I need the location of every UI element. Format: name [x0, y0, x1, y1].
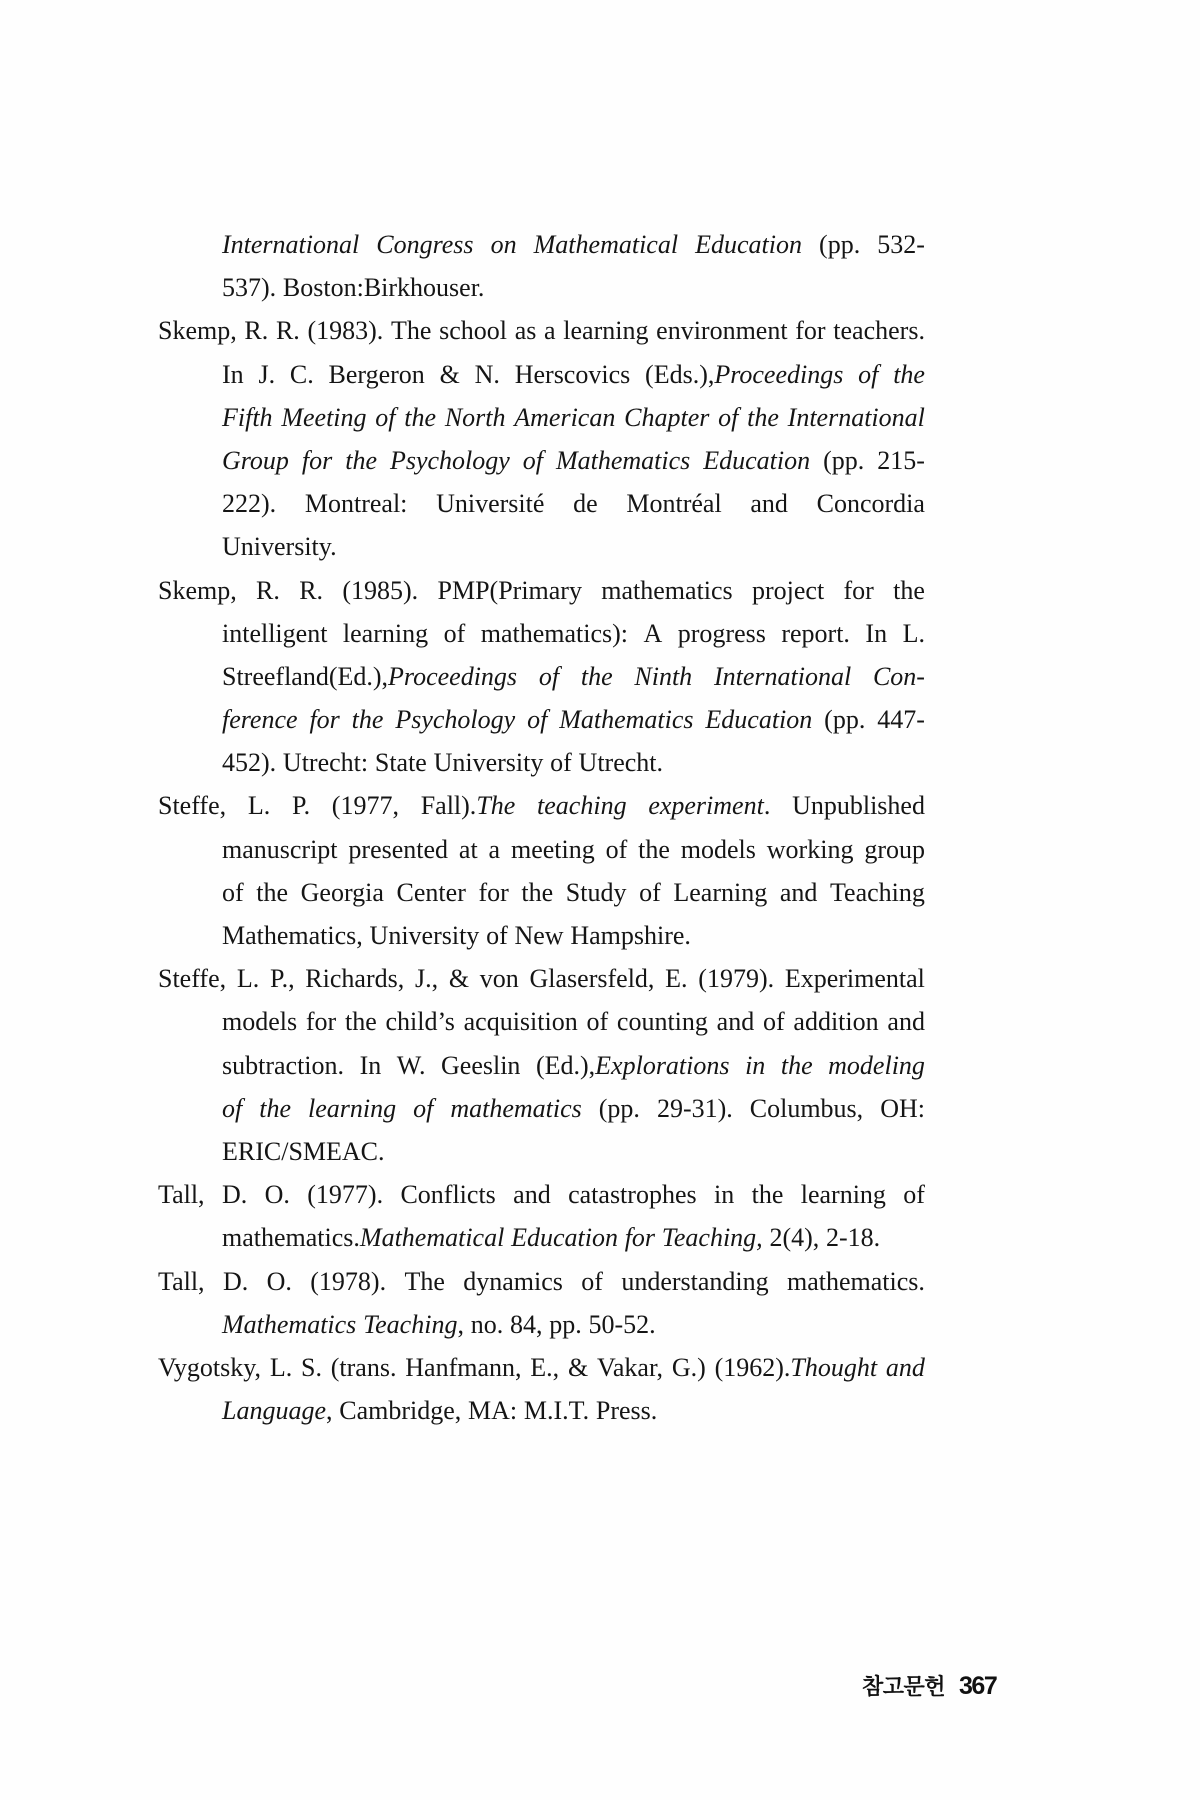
italic-text: Explorations — [595, 1050, 730, 1080]
text-group — [421, 784, 516, 827]
text: L. — [269, 1352, 293, 1382]
italic-text: the — [404, 402, 437, 432]
text: (pp. — [819, 230, 861, 259]
italic-text: International — [787, 402, 925, 432]
text: of — [605, 834, 628, 864]
reference-continuation-line — [158, 525, 925, 568]
italic-text: of — [538, 661, 560, 691]
reference-first-line — [158, 784, 925, 827]
text: A — [643, 618, 663, 648]
text: 50-52. — [588, 1309, 656, 1339]
text: and — [716, 1007, 755, 1037]
italic-text: of — [413, 1093, 434, 1123]
text: presented — [348, 834, 449, 864]
text: M.I.T. — [523, 1396, 590, 1426]
text: D. — [222, 1266, 249, 1296]
text: learning — [563, 316, 649, 346]
text: the — [344, 1007, 377, 1037]
italic-text: Mathematics — [222, 1309, 357, 1339]
text: pp. — [549, 1309, 582, 1339]
text: environment — [656, 316, 788, 346]
text: mathematics. — [787, 1266, 925, 1296]
text: (1962). — [714, 1352, 791, 1382]
text: manuscript — [222, 834, 338, 864]
text: L. — [902, 618, 925, 648]
reference-continuation-line — [158, 1087, 925, 1130]
reference-continuation-line — [158, 655, 925, 698]
italic-text: Teaching — [363, 1309, 458, 1339]
text-group — [715, 1346, 878, 1389]
italic-text: The — [476, 791, 516, 821]
text: Georgia — [300, 877, 384, 907]
text: and — [779, 877, 818, 907]
text: P., — [269, 964, 295, 994]
page-footer — [862, 1670, 996, 1701]
text: teachers. — [833, 316, 925, 346]
reference-continuation-line — [158, 828, 925, 871]
text: Glasersfeld, — [529, 964, 655, 994]
text: R. — [256, 575, 280, 605]
text: catastrophes — [568, 1180, 697, 1210]
italic-text: of — [527, 705, 548, 735]
text: mathematics. — [222, 1223, 360, 1253]
text: In — [359, 1050, 382, 1080]
text: ERIC/SMEAC. — [222, 1136, 385, 1166]
italic-text: the — [893, 359, 925, 389]
text: and — [513, 1180, 551, 1210]
text: R. — [299, 575, 324, 605]
italic-text: the — [259, 1093, 291, 1123]
text: 29-31). — [656, 1093, 733, 1123]
text: subtraction. — [222, 1050, 345, 1080]
text: (1978). — [310, 1266, 387, 1296]
italic-text: Ninth — [634, 661, 693, 691]
italic-text: teaching — [537, 791, 627, 821]
text: Tall, — [158, 1266, 205, 1296]
text: In — [222, 359, 244, 389]
text: the — [256, 877, 289, 907]
text: G.) — [671, 1352, 706, 1382]
text: , — [326, 1396, 333, 1426]
text: in — [713, 1180, 735, 1210]
text: learning — [800, 1180, 886, 1210]
reference-continuation-line — [158, 1044, 925, 1087]
text: University — [369, 921, 480, 950]
text: child’s — [385, 1007, 455, 1037]
text: (pp. — [823, 445, 865, 475]
reference-entry — [158, 309, 925, 568]
text: & — [439, 359, 460, 389]
text-group — [363, 1303, 464, 1346]
text: school — [439, 316, 507, 346]
reference-entry — [158, 1260, 925, 1346]
italic-text: International — [222, 230, 360, 259]
italic-text: the — [351, 705, 384, 735]
text: Hampshire. — [570, 921, 691, 950]
reference-continuation-line — [158, 914, 925, 957]
reference-continuation-line — [158, 353, 925, 396]
italic-text: for — [301, 445, 333, 475]
text: Unpublished — [792, 791, 925, 821]
italic-text: in — [745, 1050, 766, 1080]
text-group — [222, 1216, 504, 1259]
italic-text: American — [514, 402, 616, 432]
text: E., — [530, 1352, 560, 1382]
text: and — [887, 1007, 925, 1037]
text: Geeslin — [441, 1050, 521, 1080]
text: Steffe, — [158, 791, 227, 821]
italic-text: experiment — [648, 791, 764, 821]
text: Université — [436, 489, 545, 519]
text: New — [514, 921, 564, 950]
text: Boston:Birkhouser. — [282, 273, 485, 303]
reference-continuation-line — [158, 266, 925, 309]
italic-text: Education — [705, 705, 813, 735]
italic-text: Proceedings — [714, 359, 844, 389]
reference-first-line — [158, 1260, 925, 1303]
text: Utrecht. — [578, 748, 664, 778]
reference-continuation-line — [158, 741, 925, 784]
text: the — [638, 834, 670, 864]
text: 2(4), — [769, 1223, 820, 1253]
italic-text: Meeting — [281, 402, 367, 432]
reference-entry — [158, 223, 925, 309]
text: J., — [414, 964, 439, 994]
text: mathematics): — [480, 618, 629, 648]
text: counting — [616, 1007, 708, 1037]
text: Experimental — [784, 964, 925, 994]
text: acquisition — [463, 1007, 578, 1037]
text: meeting — [510, 834, 595, 864]
text: models — [222, 1007, 298, 1037]
italic-text: of — [522, 445, 543, 475]
italic-text: and — [885, 1352, 925, 1382]
italic-text: Mathematical — [359, 1223, 505, 1253]
text-group — [645, 353, 843, 396]
text: (1985). — [342, 575, 419, 605]
text: for — [843, 575, 874, 605]
reference-first-line — [158, 569, 925, 612]
italic-text: Mathematics — [555, 445, 691, 475]
text: Montréal — [626, 489, 722, 519]
text: of — [550, 748, 572, 778]
italic-text: on — [490, 230, 517, 259]
text: Columbus, — [749, 1093, 864, 1123]
text: (trans. — [330, 1352, 397, 1382]
text: Utrecht: — [282, 748, 369, 778]
reference-continuation-line — [158, 396, 925, 439]
text: (pp. — [824, 705, 866, 735]
reference-entry — [158, 569, 925, 785]
text-group — [648, 784, 770, 827]
italic-text: Group — [222, 445, 289, 475]
text: at — [458, 834, 478, 864]
reference-continuation-line — [158, 1303, 925, 1346]
text: Press. — [595, 1396, 658, 1426]
text: no. — [470, 1309, 504, 1339]
text: (1983). — [307, 316, 384, 346]
reference-continuation-line — [158, 482, 925, 525]
text: the — [521, 877, 554, 907]
italic-text: Mathematics — [559, 705, 694, 735]
text: Vakar, — [596, 1352, 664, 1382]
text: . — [763, 791, 771, 821]
italic-text: learning — [308, 1093, 397, 1123]
text: mathematics — [601, 575, 733, 605]
text: L. — [236, 964, 260, 994]
italic-text: Con- — [872, 661, 925, 691]
text: Streefland(Ed.), — [222, 661, 389, 691]
text: of — [903, 1180, 925, 1210]
text: Herscovics — [514, 359, 631, 389]
reference-first-line — [158, 1173, 925, 1216]
text: W. — [396, 1050, 426, 1080]
italic-text: for — [309, 705, 340, 735]
italic-text: Education — [695, 230, 802, 259]
reference-continuation-line — [158, 698, 925, 741]
italic-text: of — [718, 402, 739, 432]
text: , — [457, 1309, 464, 1339]
italic-text: Teaching, — [661, 1223, 763, 1253]
text: Montreal: — [304, 489, 408, 519]
text: The — [391, 316, 432, 346]
text: (1977, — [331, 791, 399, 821]
text: of — [586, 1007, 609, 1037]
text: In — [865, 618, 888, 648]
text: (Ed.), — [535, 1050, 596, 1080]
text: 84, — [509, 1309, 543, 1339]
text: S. — [301, 1352, 322, 1382]
text-group — [222, 655, 517, 698]
text: D. — [221, 1180, 248, 1210]
italic-text: the — [580, 661, 613, 691]
italic-text: mathematics — [450, 1093, 582, 1123]
text: Teaching — [829, 877, 925, 907]
text: and — [750, 489, 788, 519]
text: Learning — [673, 877, 768, 907]
text-group — [222, 1389, 333, 1432]
reference-entry — [158, 784, 925, 957]
italic-text: Chapter — [624, 402, 710, 432]
text: State — [374, 748, 427, 778]
italic-text: North — [444, 402, 506, 432]
italic-text: the — [780, 1050, 813, 1080]
text: Tall, — [158, 1180, 205, 1210]
reference-continuation-line — [158, 612, 925, 655]
text: N. — [474, 359, 500, 389]
text: & — [567, 1352, 589, 1382]
italic-text: Fifth — [222, 402, 273, 432]
text: Fall). — [420, 791, 477, 821]
text: group — [864, 834, 925, 864]
text: models — [680, 834, 756, 864]
text: 452). — [222, 748, 277, 778]
reference-continuation-line — [158, 1000, 925, 1043]
page-number: 367 — [959, 1672, 997, 1700]
reference-continuation-line — [158, 871, 925, 914]
text: von — [479, 964, 519, 994]
text: Skemp, — [158, 316, 237, 346]
text: Vygotsky, — [158, 1352, 262, 1382]
italic-text: for — [624, 1223, 656, 1253]
reference-first-line — [158, 309, 925, 352]
text: Steffe, — [158, 964, 227, 994]
text: Center — [396, 877, 466, 907]
text: R. — [244, 316, 269, 346]
text: J. — [258, 359, 276, 389]
text: understanding — [621, 1266, 769, 1296]
italic-text: Psychology — [389, 445, 510, 475]
section-label: 참고문헌 — [862, 1675, 946, 1700]
text: for — [305, 1007, 337, 1037]
text: Skemp, — [158, 575, 237, 605]
italic-text: ference — [222, 705, 298, 735]
text: dynamics — [463, 1266, 563, 1296]
italic-text: Psychology — [395, 705, 516, 735]
text: MA: — [468, 1396, 518, 1426]
text: progress — [677, 618, 766, 648]
text: learning — [342, 618, 429, 648]
text: as — [514, 316, 537, 346]
text: the — [893, 575, 925, 605]
text: the — [751, 1180, 784, 1210]
italic-text: of — [375, 402, 396, 432]
text: de — [573, 489, 598, 519]
text: University — [433, 748, 544, 778]
reference-first-line — [158, 957, 925, 1000]
text: O. — [266, 1266, 292, 1296]
text: Study — [565, 877, 627, 907]
text: OH: — [880, 1093, 925, 1123]
text: Conflicts — [400, 1180, 496, 1210]
text: of — [762, 1007, 785, 1037]
text: of — [581, 1266, 603, 1296]
text: addition — [793, 1007, 879, 1037]
text: 222). — [222, 489, 277, 519]
italic-text: of — [222, 1093, 243, 1123]
text: The — [404, 1266, 445, 1296]
text: C. — [289, 359, 314, 389]
text: (1979). — [698, 964, 775, 994]
italic-text: of — [858, 359, 879, 389]
italic-text: Language — [222, 1396, 326, 1426]
reference-first-line — [158, 1346, 925, 1389]
text: a — [544, 316, 556, 346]
italic-text: the — [345, 445, 377, 475]
text: for — [795, 316, 826, 346]
text: 447- — [877, 705, 925, 735]
italic-text: Proceedings — [388, 661, 518, 691]
text: Hanfmann, — [405, 1352, 522, 1382]
text-group — [536, 1044, 730, 1087]
text: 532- — [877, 230, 925, 259]
text: Mathematics, — [222, 921, 363, 950]
reference-continuation-line — [158, 223, 925, 266]
text: (pp. — [598, 1093, 640, 1123]
text: working — [766, 834, 854, 864]
italic-text: Education — [511, 1223, 618, 1253]
italic-text: Congress — [376, 230, 474, 259]
text: L. — [247, 791, 271, 821]
text: of — [486, 921, 508, 950]
reference-continuation-line — [158, 1216, 925, 1259]
italic-text: the — [747, 402, 779, 432]
text: report. — [781, 618, 850, 648]
reference-continuation-line — [158, 1130, 925, 1173]
reference-entry — [158, 1346, 925, 1432]
reference-entry — [158, 957, 925, 1173]
text: Richards, — [305, 964, 405, 994]
italic-text: Mathematical — [533, 230, 679, 259]
text: E. — [665, 964, 688, 994]
reference-continuation-line — [158, 1389, 925, 1432]
text: for — [478, 877, 509, 907]
italic-text: modeling — [828, 1050, 925, 1080]
text: 2-18. — [826, 1223, 881, 1253]
text: of — [222, 877, 244, 907]
text: 215- — [877, 445, 925, 475]
text: of — [443, 618, 466, 648]
text: project — [752, 575, 825, 605]
text: Cambridge, — [339, 1396, 462, 1426]
reference-list — [158, 223, 925, 1432]
text: of — [639, 877, 661, 907]
italic-text: Thought — [790, 1352, 878, 1382]
reference-continuation-line — [158, 439, 925, 482]
text: a — [488, 834, 501, 864]
text: O. — [264, 1180, 290, 1210]
text: University. — [222, 532, 337, 562]
italic-text: Education — [703, 445, 811, 475]
text: intelligent — [222, 618, 328, 648]
text: PMP(Primary — [437, 575, 582, 605]
text: Concordia — [816, 489, 925, 519]
text: 537). — [222, 273, 277, 303]
text: (1977). — [307, 1180, 384, 1210]
text: P. — [291, 791, 311, 821]
italic-text: International — [713, 661, 852, 691]
text: (Eds.), — [645, 359, 715, 389]
text: Bergeron — [328, 359, 425, 389]
text: & — [448, 964, 470, 994]
text: R. — [275, 316, 300, 346]
reference-entry — [158, 1173, 925, 1259]
